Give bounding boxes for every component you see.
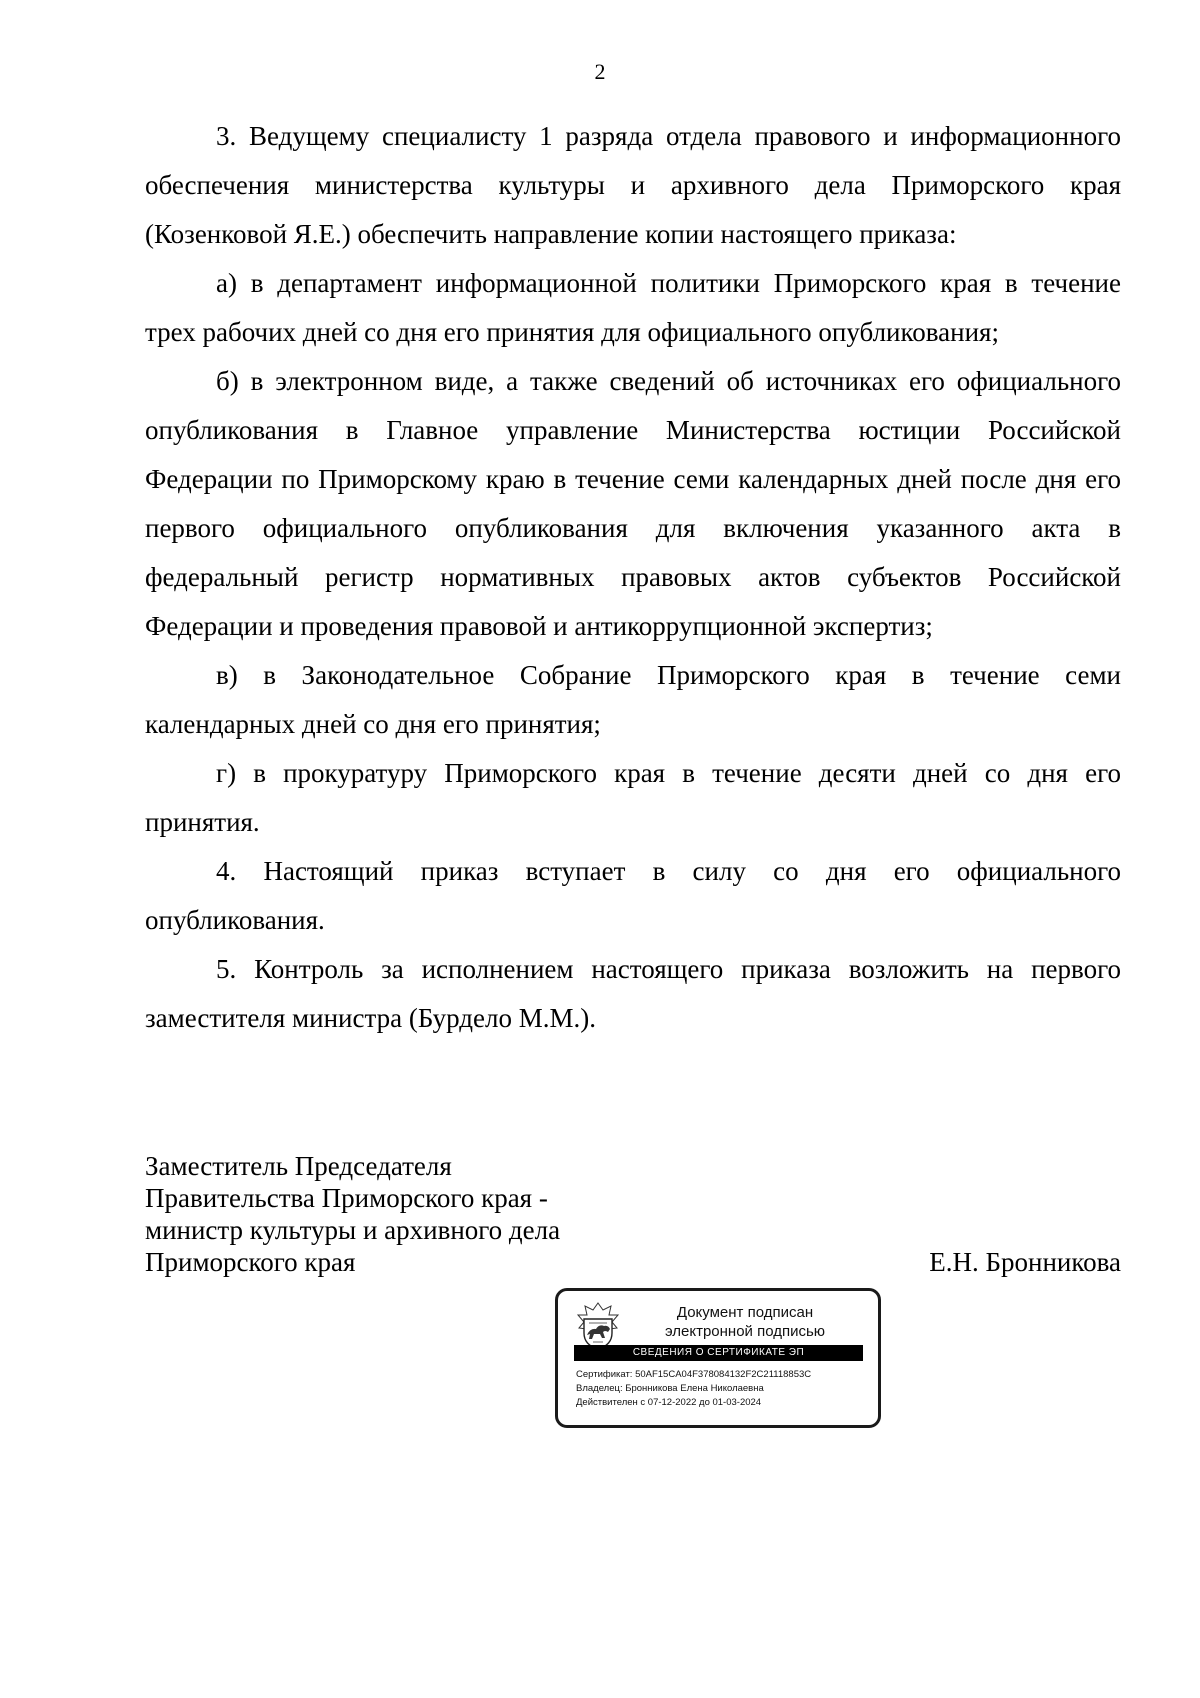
paragraph-3b: б) в электронном виде, а также сведений об источниках его официального опубликования в Главное управление Министерства юстиции Российской Федерации по Приморскому краю в течение семи календарных дней после дня его первого официального опубликования для включения указанного акта в федеральный регистр нормативных правовых актов субъектов Российской Федерации и проведения правовой и антикоррупционной экспертиз;: [145, 366, 1121, 641]
paragraph-3v: в) в Законодательное Собрание Приморского края в течение семи календарных дней со дня его принятия;: [145, 660, 1121, 739]
paragraph-4: 4. Настоящий приказ вступает в силу со дня его официального опубликования.: [145, 856, 1121, 935]
signatory-position-line: Приморского края: [145, 1247, 356, 1277]
certificate-details: [576, 1368, 811, 1410]
signatory-position: [145, 1150, 560, 1278]
primorsky-krai-coat-of-arms-icon: [575, 1301, 621, 1351]
certificate-number: Сертификат: 50AF15CA04F378084132F2C21118853C: [576, 1369, 812, 1380]
stamp-title-line: Документ подписан: [676, 1304, 814, 1321]
electronic-signature-stamp: [555, 1288, 881, 1428]
certificate-info-header: СВЕДЕНИЯ О СЕРТИФИКАТЕ ЭП: [574, 1345, 863, 1361]
certificate-validity: Действителен с 07-12-2022 до 01-03-2024: [576, 1397, 762, 1408]
signatory-position-line: Заместитель Председателя: [145, 1151, 452, 1181]
signatory-position-line: министр культуры и архивного дела: [145, 1215, 561, 1245]
signatory-name: Е.Н. Бронникова: [929, 1247, 1121, 1277]
stamp-title-line: электронной подписью: [664, 1323, 826, 1340]
certificate-owner: Владелец: Бронникова Елена Николаевна: [576, 1383, 764, 1394]
paragraph-3g: г) в прокуратуру Приморского края в течение десяти дней со дня его принятия.: [145, 758, 1121, 837]
stamp-title: [630, 1303, 860, 1341]
paragraph-5: 5. Контроль за исполнением настоящего приказа возложить на первого заместителя министра (Бурдело М.М.).: [145, 954, 1121, 1033]
paragraph-3: 3. Ведущему специалисту 1 разряда отдела правового и информационного обеспечения министерства культуры и архивного дела Приморского края (Козенковой Я.Е.) обеспечить направление копии настоящего приказа:: [145, 121, 1121, 249]
page-number: 2: [594, 59, 606, 84]
order-body: [145, 112, 1121, 1043]
paragraph-3a: а) в департамент информационной политики Приморского края в течение трех рабочих дней со дня его принятия для официального опубликования;: [145, 268, 1121, 347]
signatory-position-line: Правительства Приморского края -: [145, 1183, 548, 1213]
